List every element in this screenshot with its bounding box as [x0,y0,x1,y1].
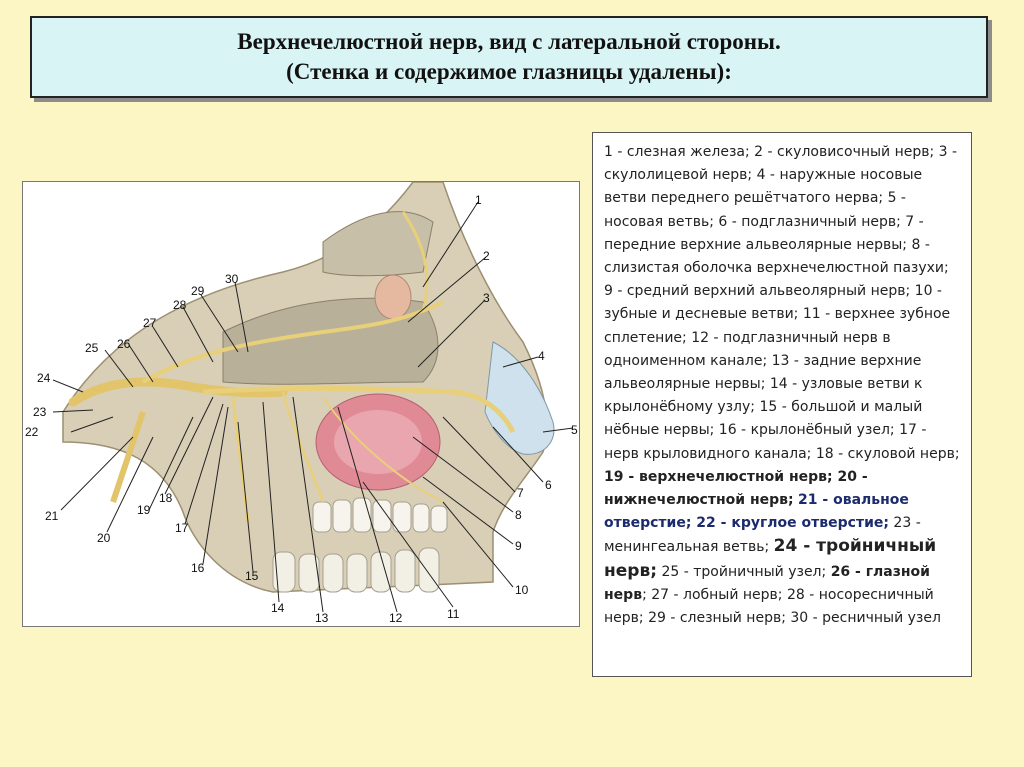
lacrimal-gland-shape [375,275,411,319]
figure-label-29: 29 [191,284,205,298]
legend-text-trigeminal-ganglion: 25 - тройничный узел; [657,563,831,580]
figure-label-11: 11 [447,607,460,621]
maxillary-nerve-drawing [23,182,579,626]
figure-label-30: 30 [225,272,239,286]
figure-label-3: 3 [483,291,490,305]
title-line-2: (Стенка и содержимое глазницы удалены): [286,59,732,84]
figure-label-28: 28 [173,298,187,312]
title-box [30,16,988,98]
figure-label-8: 8 [515,508,522,522]
figure-label-22: 22 [25,425,39,439]
figure-label-20: 20 [97,531,111,545]
legend-box [592,132,972,677]
figure-label-27: 27 [143,316,157,330]
figure-label-25: 25 [85,341,99,355]
figure-label-1: 1 [475,193,482,207]
figure-label-16: 16 [191,561,205,575]
figure-label-14: 14 [271,601,285,615]
figure-label-5: 5 [571,423,578,437]
figure-label-6: 6 [545,478,552,492]
figure-label-12: 12 [389,611,403,625]
figure-label-24: 24 [37,371,51,385]
figure-label-2: 2 [483,249,490,263]
figure-label-9: 9 [515,539,522,553]
figure-label-7: 7 [517,486,524,500]
legend-text-1: 1 - слезная железа; 2 - скуловисочный нерв; 3 - скулолицевой нерв; 4 - наружные носовые ветви переднего решётчатого нерва; 5 - носовая ветвь; 6 - подглазничный нерв; 7 - передние верхние альвеолярные нервы; 8 - слизистая оболочка верхнечелюстной пазухи; 9 - средний верхний альвеолярный нерв; 10 - зубные и десневые ветви; 11 - верхнее зубное сплетение; 12 - подглазничный нерв в одноименном канале; 13 - задние верхние альвеолярные нервы; 14 - узловые ветви к крылонёбному узлу; 15 - большой и малый нёбные нервы; 16 - крылонёбный узел; 17 - нерв крыловидного канала; 18 - скуловой нерв; [604,144,960,462]
figure-label-23: 23 [33,405,47,419]
figure-label-15: 15 [245,569,259,583]
maxillary-sinus-inner [334,410,422,474]
legend-text-foramina: 21 - овальное отверстие; 22 - круглое отверстие; [604,492,909,532]
figure-label-17: 17 [175,521,189,535]
figure-label-18: 18 [159,491,173,505]
figure-label-4: 4 [538,349,545,363]
figure-label-10: 10 [515,583,529,597]
legend-text-trigeminal: 24 - тройничный нерв; [604,536,937,581]
sinus-upper-shape [323,212,433,276]
legend-text-maxillary-mandibular: 19 - верхнечелюстной нерв; 20 - нижнечелюстной нерв; [604,468,868,509]
anatomy-illustration [22,181,580,627]
title-line-1: Верхнечелюстной нерв, вид с латеральной стороны. [237,29,781,54]
figure-label-26: 26 [117,337,131,351]
legend-text-meningeal: 23 - менингеальная ветвь; [604,515,921,556]
figure-label-21: 21 [45,509,59,523]
figure-label-19: 19 [137,503,151,517]
figure-label-13: 13 [315,611,329,625]
legend-text-ophthalmic: 26 - глазной нерв [604,563,930,603]
legend-text-rest: ; 27 - лобный нерв; 28 - носоресничный нерв; 29 - слезный нерв; 30 - ресничный узел [604,586,941,627]
